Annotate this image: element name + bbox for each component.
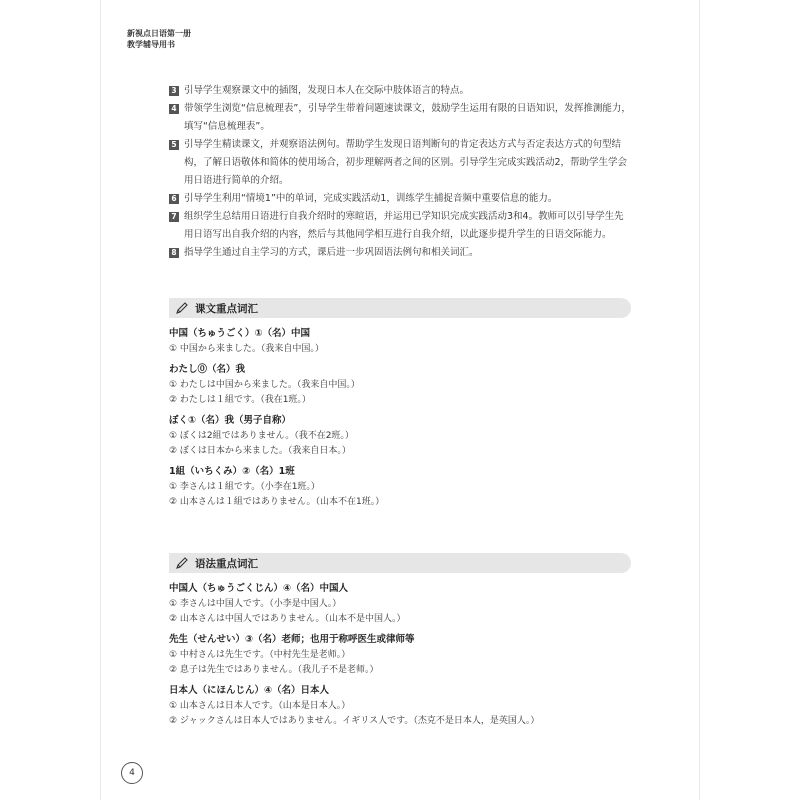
text-vocab-list bbox=[169, 326, 639, 515]
vocab-entry bbox=[169, 413, 639, 459]
vocab-example: ② ぼくは日本から来ました。（我来自日本。） bbox=[169, 446, 351, 456]
vocab-headword: ぼく①（名）我（男子自称） bbox=[169, 415, 292, 426]
vocab-example: ① 李さんは１組です。（小李在1班。） bbox=[169, 482, 320, 492]
vocab-headword: 先生（せんせい）③（名）老师；也用于称呼医生或律师等 bbox=[169, 634, 415, 645]
vocab-example: ① 山本さんは日本人です。（山本是日本人。） bbox=[169, 701, 351, 711]
step-text: 指导学生通过自主学习的方式，课后进一步巩固语法例句和相关词汇。 bbox=[184, 247, 479, 258]
teaching-steps bbox=[169, 82, 631, 262]
vocab-example: ② 山本さんは中国人ではありません。（山本不是中国人。） bbox=[169, 614, 406, 624]
section-header-grammar-vocab bbox=[169, 553, 631, 573]
pencil-icon bbox=[175, 301, 189, 315]
running-head bbox=[127, 28, 191, 50]
step-item bbox=[169, 244, 631, 262]
vocab-example: ① 李さんは中国人です。（小李是中国人。） bbox=[169, 599, 342, 609]
step-text: 引导学生观察课文中的插图，发现日本人在交际中肢体语言的特点。 bbox=[184, 85, 470, 96]
vocab-entry bbox=[169, 464, 639, 510]
step-item bbox=[169, 82, 631, 100]
step-number: 8 bbox=[169, 248, 179, 258]
vocab-entry bbox=[169, 326, 639, 357]
vocab-headword: わたし⓪（名）我 bbox=[169, 364, 246, 375]
vocab-example: ② わたしは１組です。（我在1班。） bbox=[169, 395, 311, 405]
step-number: 3 bbox=[169, 86, 179, 96]
vocab-entry bbox=[169, 683, 639, 729]
vocab-example: ② ジャックさんは日本人ではありません。イギリス人です。（杰克不是日本人，是英国人。） bbox=[169, 716, 540, 726]
step-text: 组织学生总结用日语进行自我介绍时的寒暄语，并运用已学知识完成实践活动3和4。教师可以引导学生先用日语写出自我介绍的内容，然后与其他同学相互进行自我介绍，以此逐步提升学生的日语交际能力。 bbox=[184, 211, 624, 240]
vocab-entry bbox=[169, 362, 639, 408]
vocab-headword: 日本人（にほんじん）④（名）日本人 bbox=[169, 685, 330, 696]
document-page bbox=[100, 0, 700, 800]
vocab-entry bbox=[169, 581, 639, 627]
pencil-icon bbox=[175, 556, 189, 570]
vocab-headword: 1組（いちくみ）②（名）1班 bbox=[169, 466, 295, 477]
step-item bbox=[169, 190, 631, 208]
step-text: 引导学生精读课文，并观察语法例句。帮助学生发现日语判断句的肯定表达方式与否定表达方式的句型结构，了解日语敬体和简体的使用场合，初步理解两者之间的区别。引导学生完成实践活动2，帮助学生学会用日语进行简单的介绍。 bbox=[184, 139, 628, 186]
vocab-entry bbox=[169, 632, 639, 678]
step-number: 7 bbox=[169, 212, 179, 222]
step-number: 4 bbox=[169, 104, 179, 114]
running-head-line1: 新視点日语第一册 bbox=[127, 29, 191, 38]
vocab-example: ② 息子は先生ではありません。（我儿子不是老师。） bbox=[169, 665, 379, 675]
vocab-example: ① わたしは中国から来ました。（我来自中国。） bbox=[169, 380, 360, 390]
step-text: 带领学生浏览“信息梳理表”，引导学生带着问题速读课文，鼓励学生运用有限的日语知识，发挥推测能力，填写“信息梳理表”。 bbox=[184, 103, 631, 132]
page-number: 4 bbox=[121, 762, 143, 784]
vocab-headword: 中国人（ちゅうごくじん）④（名）中国人 bbox=[169, 583, 349, 594]
grammar-vocab-list bbox=[169, 581, 639, 734]
vocab-example: ① 中村さんは先生です。（中村先生是老师。） bbox=[169, 650, 351, 660]
vocab-example: ① ぼくは2組ではありません。（我不在2班。） bbox=[169, 431, 354, 441]
step-item bbox=[169, 100, 631, 136]
section-title: 课文重点词汇 bbox=[195, 302, 258, 315]
step-item bbox=[169, 208, 631, 244]
section-header-text-vocab bbox=[169, 298, 631, 318]
step-number: 5 bbox=[169, 140, 179, 150]
running-head-line2: 教学辅导用书 bbox=[127, 40, 175, 49]
step-item bbox=[169, 136, 631, 190]
step-number: 6 bbox=[169, 194, 179, 204]
vocab-headword: 中国（ちゅうごく）①（名）中国 bbox=[169, 328, 311, 339]
vocab-example: ② 山本さんは１組ではありません。（山本不在1班。） bbox=[169, 497, 385, 507]
vocab-example: ① 中国から来ました。（我来自中国。） bbox=[169, 344, 324, 354]
section-title: 语法重点词汇 bbox=[195, 557, 258, 570]
step-text: 引导学生利用“情境1”中的单词，完成实践活动1，训练学生捕捉音频中重要信息的能力。 bbox=[184, 193, 558, 204]
